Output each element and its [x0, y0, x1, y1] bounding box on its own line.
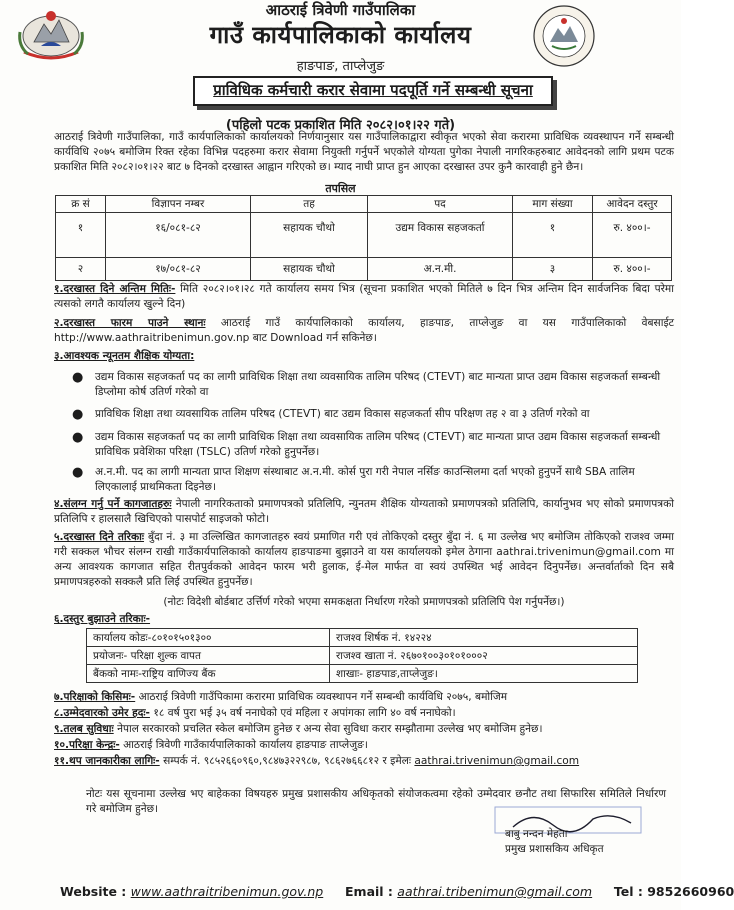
section-age-limit: [54, 706, 674, 721]
table-cell: १६/०८१-८२: [106, 213, 251, 258]
table-cell: १: [513, 213, 593, 258]
website-label: Website :: [60, 884, 127, 899]
tel-label: Tel :: [613, 884, 643, 899]
section-text: आठराई त्रिवेणी गाउँपिकामा करारमा प्राविधिक व्यवस्थापन गर्ने सम्बन्धी कार्यविधि २०७५, बमोजिम: [138, 691, 508, 703]
office-address: हाङपाङ, ताप्लेजुङ: [296, 59, 385, 74]
header-cell: विज्ञापन नम्बर: [106, 196, 251, 213]
bullet-icon: ●: [72, 407, 84, 422]
bullet-icon: ●: [72, 370, 84, 385]
section-exam-center: [54, 738, 674, 753]
section-label: १.दरखास्त दिने अन्तिम मितिः-: [54, 283, 176, 295]
list-item-text: उद्यम विकास सहजकर्ता पद का लागी प्राविधिक शिक्षा तथा व्यवसायिक तालिम परिषद (CTEVT) बाट मान्यता प्राप्त उद्यम विकास सहजकर्ता सम्बन्धी प्राविधिक प्रवेशिका परिक्षा (TSLC) उतिर्ण गरेको हुनुपर्नेछ।: [95, 431, 661, 458]
tel-number: 9852660960: [647, 884, 734, 899]
section-text: नेपाल सरकारको प्रचलित स्केल बमोजिम हुनेछ र अन्य सेवा सुविधा करार सम्झौतामा उल्लेख भए बमोजिम हुनेछ।: [117, 723, 543, 735]
table-row: [87, 647, 638, 665]
section-text: मिति २०८२।०१।२८ गते कार्यालय समय भित्र (सूचना प्रकाशित भएको मितिले ७ दिन भित्र अन्तिम दिन सार्वजनिक बिदा परेमा त्यसको लगतै कार्यालय खुल्ने दिन): [54, 283, 674, 310]
header-cell: आवेदन दस्तुर: [593, 196, 672, 213]
header-cell: माग संख्या: [513, 196, 593, 213]
bullet-icon: ●: [72, 465, 84, 480]
list-item-text: उद्यम विकास सहजकर्ता पद का लागी प्राविधिक शिक्षा तथा व्यवसायिक तालिम परिषद (CTEVT) बाट मान्यता प्राप्त उद्यम विकास सहजकर्ता सम्बन्धी डिप्लोमा कोर्ष उतिर्ण गरेको वा: [95, 371, 661, 398]
section-application-method: [54, 530, 674, 590]
table-cell: सहायक चौथो: [251, 258, 368, 281]
notice-title: प्राविधिक कर्मचारी करार सेवामा पदपूर्ति गर्ने सम्बन्धी सूचना: [193, 76, 553, 106]
table-cell: कार्यालय कोडः-८०१०१५०१३००: [87, 629, 330, 647]
section-fee-method: [54, 612, 674, 627]
section-label: ४.संलग्न गर्नु पर्ने कागजातहरुः: [54, 498, 172, 510]
table-cell: उद्यम विकास सहजकर्ता: [368, 213, 513, 258]
table-cell: रु. ४००।-: [593, 258, 672, 281]
office-name: गाउँ कार्यपालिकाको कार्यालय: [209, 21, 472, 49]
list-item: [72, 370, 676, 400]
contact-email-link[interactable]: aathrai.trivenimun@gmail.com: [414, 755, 580, 767]
table-cell: रु. ४००।-: [593, 213, 672, 258]
section-form-location: [54, 316, 674, 346]
section-label: १०.परिक्षा केन्द्रः-: [54, 739, 120, 751]
table-cell: ३: [513, 258, 593, 281]
table-cell: शाखाः- हाङपाङ,ताप्लेजुङ।: [330, 665, 638, 683]
posts-table: [55, 195, 672, 281]
section-qualification: [54, 349, 674, 364]
table-row: [87, 629, 638, 647]
table-cell: बैंकको नामः-राष्ट्रिय वाणिज्य बैंक: [87, 665, 330, 683]
section-label: ९.तलब सुविधाः: [54, 723, 114, 735]
table-cell: राजश्व खाता नं. २६७०१००३०१०१०००२: [330, 647, 638, 665]
bullet-icon: ●: [72, 430, 84, 445]
table-caption: तपसिल: [325, 182, 356, 195]
signatory-name: बाबु नन्दन मेहता: [505, 828, 568, 840]
list-item: [72, 465, 676, 495]
table-cell: अ.न.मी.: [368, 258, 513, 281]
footer: [60, 884, 734, 899]
intro-paragraph: आठराई त्रिवेणी गाउँपालिका, गाउँ कार्यपालिकाको कार्यालयको निर्णयानुसार यस गाउँपालिकाद्वारा स्वीकृत भएको सेवा करारमा प्राविधिक व्यवस्थापन गर्ने सम्बन्धी कार्यविधि २०७५ बमोजिम रिक्त रहेका विभिन्न पदहरुमा करार सेवामा नियुक्ती गर्नुपर्ने भएकोले योग्यता पुगेका नेपाली नागरिकहरुबाट आवेदनको लागि प्रथम पटक प्रकाशित मिति २०८२।०१।२२ बाट ७ दिनको दरखास्त आह्वान गरिएको छ। म्याद नाघी प्राप्त हुन आएका दरखास्त उपर कुनै कारवाही हुने छैन।: [54, 131, 674, 173]
table-cell: सहायक चौथो: [251, 213, 368, 258]
section-label: ८.उम्मेदवारको उमेर हदः-: [54, 707, 150, 719]
email-label: Email :: [345, 884, 393, 899]
header-cell: तह: [251, 196, 368, 213]
website-link[interactable]: www.aathraitribenimun.gov.np: [130, 884, 324, 899]
table-cell: १७/०८१-८२: [106, 258, 251, 281]
section-text: बुँदा नं. ३ मा उल्लिखित कागजातहरु स्वयं प्रमाणित गरी एवं तोकिएको दस्तुर बुँदा नं. ६ मा उल्लेख भए बमोजिम तोकिएको राजश्व जम्मा गरी सक्कल भौचर संलग्न राखी गाउँकार्यपालिकाको कार्यालय हाङपाङमा बुझाउने वा यस कार्यालयको इमेल ठेगाना aathrai.trivenimun@gmail.com मा अन्य आवश्यक कागजात सहित रीतपुर्वकको आवेदन फारम भरी हुलाक, ई-मेल मार्फत वा स्वयं उपस्थित भई आवेदन दिनुपर्नेछ। अन्तर्वार्ताको दिन सबै प्रमाणपत्रहरुको सक्कलै प्रति लिई उपस्थित हुनुपर्नेछ।: [54, 531, 674, 588]
section-label: ६.दस्तुर बुझाउने तरिकाः-: [54, 613, 151, 625]
table-cell: १: [56, 213, 106, 258]
section-text: नेपाली नागरिकताको प्रमाणपत्रको प्रतिलिपि, न्युनतम शैक्षिक योग्यताको प्रमाणपत्रको प्रतिलिपि, कार्यानुभव भए सोको प्रमाणपत्रको प्रतिलिपि र हालसालै खिचिएको पासपोर्ट साइजको फोटो।: [54, 498, 674, 525]
table-cell: प्रयोजनः- परिक्षा शुल्क वापत: [87, 647, 330, 665]
header-cell: पद: [368, 196, 513, 213]
section-contact: [54, 754, 674, 769]
table-cell: राजश्व शिर्षक नं. १४२२४: [330, 629, 638, 647]
signatory-title: प्रमुख प्रशासकिय अधिकृत: [505, 843, 604, 855]
list-item-text: अ.न.मी. पद का लागी मान्यता प्राप्त शिक्षण संस्थाबाट अ.न.मी. कोर्स पुरा गरी नेपाल नर्सिङ काउन्सिलमा दर्ता भएको हुनुपर्ने साथै SBA तालिम लिएकालाई प्राथमिकता दिइनेछ।: [95, 466, 635, 493]
section-text: सम्पर्क नं. ९८५२६६०९६०,९८४७३२२९८७, ९८६२७६६८१२ र इमेलः: [163, 755, 412, 767]
section-text: १८ वर्ष पुरा भई ३५ वर्ष ननाघेको एवं महिला र अपांगका लागि ४० वर्ष ननाघेको।: [153, 707, 456, 719]
table-row: [56, 213, 672, 258]
section-salary: [54, 722, 674, 737]
section-documents: [54, 497, 674, 527]
section-label: ५.दरखास्त दिने तरिकाः: [54, 531, 145, 543]
signature-block: [505, 816, 604, 857]
section-label: ११.थप जानकारीका लागिः-: [54, 755, 160, 767]
email-link[interactable]: aathrai.tribenimun@gmail.com: [397, 884, 593, 899]
published-date: (पहिलो पटक प्रकाशित मिति २०८२।०१।२२ गते): [225, 118, 456, 133]
list-item-text: प्राविधिक शिक्षा तथा व्यवसायिक तालिम परिषद (CTEVT) बाट उद्यम विकास सहजकर्ता सीप परिक्षण तह २ वा ३ उतिर्ण गरेको वा: [95, 408, 590, 420]
header-cell: क्र सं: [56, 196, 106, 213]
section-label: ३.आवश्यक न्यूनतम शैक्षिक योग्यता:: [54, 350, 195, 362]
table-row: [87, 665, 638, 683]
table-cell: २: [56, 258, 106, 281]
municipality-name: आठराई त्रिवेणी गाउँपालिका: [265, 1, 416, 19]
fee-table: [86, 628, 638, 683]
list-item: [72, 407, 676, 422]
table-row: [56, 258, 672, 281]
section-note-foreign-board: (नोटः विदेशी बोर्डबाट उर्त्तिर्ण गरेको भएमा समकक्षता निर्धारण गरेको प्रमाणपत्रको प्रतिलिपि पेश गर्नुपर्नेछ।): [163, 596, 565, 608]
closing-note: नोटः यस सूचनामा उल्लेख भए बाहेकका विषयहरु प्रमुख प्रशासकीय अधिकृतको संयोजकत्वमा रहेको उम्मेदवार छनौट तथा सिफारिस समितिले निर्धारण गरे बमोजिम हुनेछ।: [86, 788, 666, 815]
section-label: २.दरखास्त फारम पाउने स्थानः: [54, 317, 206, 329]
section-label: ७.परिक्षाको किसिमः-: [54, 691, 136, 703]
list-item: [72, 430, 676, 460]
section-deadline: [54, 282, 674, 312]
section-text: आठराई त्रिवेणी गाउँकार्यपालिकाको कार्यालय हाङपाङ ताप्लेजुङ।: [123, 739, 368, 751]
section-text: आठराई गाउँ कार्यपालिकाको कार्यालय, हाङपाङ, ताप्लेजुङ वा यस गाउँपालिकाको वेबसाईट http://www.aathraitribenimun.gov.np बाट Download गर्न सकिनेछ।: [54, 317, 675, 344]
table-header-row: [56, 196, 672, 213]
section-exam-type: [54, 690, 674, 705]
